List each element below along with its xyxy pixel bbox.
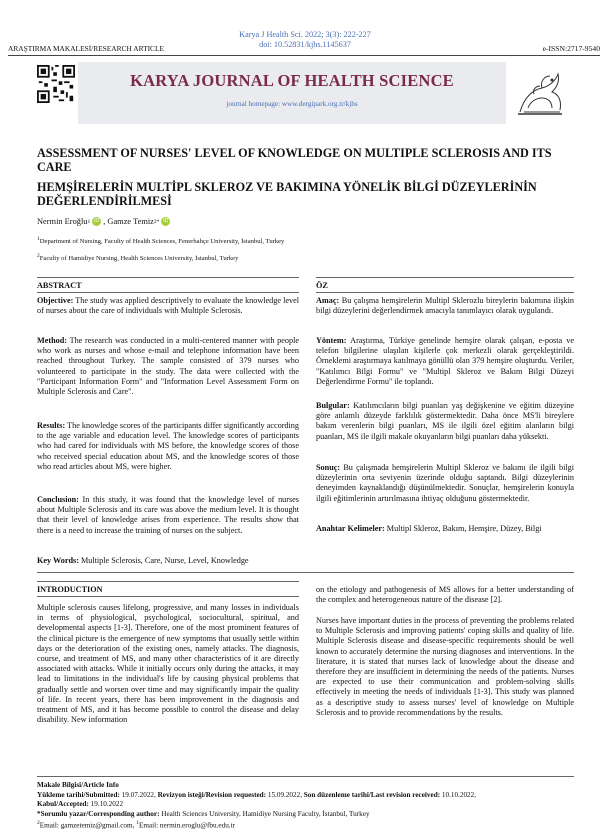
- method-label: Method:: [37, 336, 68, 345]
- anahtar-kelimeler-text: Multipl Skleroz, Bakım, Hemşire, Düzey, Bilgi: [384, 524, 542, 533]
- article-dates: [37, 791, 577, 809]
- affiliation-mark: 1: [37, 236, 40, 242]
- affiliation-text: Faculty of Hamidiye Nursing, Health Sciences University, İstanbul, Turkey: [39, 255, 239, 263]
- bulgular-label: Bulgular:: [316, 401, 350, 410]
- oz-amac: [316, 296, 574, 316]
- sonuc-label: Sonuç:: [316, 463, 341, 472]
- orcid-icon[interactable]: iD: [163, 218, 169, 224]
- objective-text: The study was applied descriptively to evaluate the knowledge level of nurses about the care of individuals with Multiple Sclerosis.: [37, 296, 299, 316]
- abstract-method: [37, 336, 299, 397]
- revision-date: 15.09.2022,: [266, 791, 304, 799]
- results-label: Results:: [37, 421, 66, 430]
- journal-title: KARYA JOURNAL OF HEALTH SCIENCE: [130, 71, 454, 90]
- objective-label: Objective:: [37, 296, 74, 305]
- article-title-turkish: HEMŞİRELERİN MULTİPL SKLEROZ VE BAKIMINA YÖNELİK BİLGİ DÜZEYLERİNİN DEĞERLENDİRİLMESİ: [37, 180, 537, 208]
- article-info-rule: [37, 776, 574, 777]
- affiliation-mark: 2: [37, 253, 40, 259]
- bulgular-text: Katılımcıların bilgi puanları yaş değişkenine ve eğitim düzeyine göre anlamlı düzeyde farklılık göstermektedir. Daha önce MS'li bireylere bakım verenlerin bilgi puanları, MS ile ilgili özel eğitim alanların bilgi puanları, MS ile ilgili makale okuyanların bilgi puanları daha yüksekti.: [316, 401, 574, 441]
- article-type: ARAŞTIRMA MAKALESİ/RESEARCH ARTICLE: [8, 44, 165, 53]
- doi-link[interactable]: doi: 10.52831/kjhs.1145637: [259, 40, 351, 49]
- submitted-label: Yükleme tarihi/Submitted:: [37, 791, 120, 799]
- abstract-conclusion: [37, 495, 299, 536]
- affiliation-text: Department of Nursing, Faculty of Health Sciences, Fenerbahçe University, İstanbul, Turkey: [39, 238, 285, 246]
- abstract-keywords: [37, 556, 299, 566]
- keywords-label: Key Words:: [37, 556, 79, 565]
- introduction-heading: INTRODUCTION: [37, 585, 103, 594]
- affiliation-2: [37, 253, 238, 262]
- abstract-heading-rule: [37, 292, 299, 293]
- conclusion-text: In this study, it was found that the knowledge level of nurses about Multiple Sclerosis and its care was above the medium level. It is thought that their level of knowledge arises from experience. The results show that there is a need to increase the training of nurses on the subject.: [37, 495, 299, 535]
- oz-keywords: [316, 524, 574, 534]
- author-list: [37, 217, 172, 226]
- abstract-results: [37, 421, 299, 472]
- yontem-label: Yöntem:: [316, 336, 347, 345]
- oz-heading-rule: [316, 292, 574, 293]
- introduction-right-paragraph-2: Nurses have important duties in the process of preventing the problems related to Multiple Sclerosis and improving patients' coping skills and quality of life. Multiple Sclerosis disease and disease-specific requirements should be well known to accurately determine the nursing diagnoses and interventions. In the literature, it is stated that nurses lack of knowledge about the disease and therefore they are insufficient in determining the needs of the patients. Nurses are expected to use their communication and problem-solving skills effectively in meeting the needs of individuals [1-3]. This study was planned as a descriptive study to assess nurses' level of knowledge on Multiple Sclerosis and to provide recommendations by the results.: [316, 616, 574, 717]
- oz-bulgular: [316, 401, 574, 442]
- journal-citation: Karya J Health Sci. 2022; 3(3): 222-227: [239, 30, 371, 39]
- article-title-english: ASSESSMENT OF NURSES' LEVEL OF KNOWLEDGE ON MULTIPLE SCLEROSIS AND ITS CARE: [37, 146, 552, 174]
- intro-heading-rule: [37, 596, 299, 597]
- author-name: , Gamze Temiz: [103, 217, 154, 226]
- oz-top-rule: [316, 277, 574, 278]
- oz-sonuc: [316, 463, 574, 504]
- corresponding-label: *Sorumlu yazar/Corresponding author:: [37, 810, 160, 818]
- abstract-objective: [37, 296, 299, 316]
- affiliation-1: [37, 236, 284, 245]
- email-mark: 1: [136, 820, 139, 826]
- results-text: The knowledge scores of the participants differ significantly according to the age variable and education level. The knowledge scores of participants who had cared for individuals with MS before, the knowledge scores of those who received special education about MS, and the knowledge scores of those who read articles about MS, were higher.: [37, 421, 299, 471]
- oz-heading: ÖZ: [316, 281, 328, 290]
- last-revision-date: 10.10.2022,: [440, 791, 477, 799]
- method-text: The research was conducted in a multi-centered manner with people who work as nurses and whose e-mail and telephone information have been reached throughout Turkey. The sample consisted of 379 nurses who volunteered to participate in the study. The data were collected with the "Participant Information Form" and "Information Level Assessment Form on Multiple Sclerosis and Care".: [37, 336, 299, 397]
- amac-label: Amaç:: [316, 296, 340, 305]
- email-mark: 2: [37, 820, 40, 826]
- amac-text: Bu çalışma hemşirelerin Multipl Sklerozlu bireylerin bakımına ilişkin bilgi düzeylerini değerlendirmek amacıyla tanımlayıcı olarak uygulandı.: [316, 296, 574, 316]
- accepted-date: 19.10.2022: [88, 800, 124, 808]
- last-revision-label: Son düzenleme tarihi/Last revision received:: [303, 791, 441, 799]
- author-name: Nermin Eroğlu: [37, 217, 88, 226]
- corresponding-author: [37, 810, 577, 819]
- abstract-bottom-rule: [37, 572, 574, 573]
- corresponding-text: Health Sciences University, Hamidiye Nursing Faculty, İstanbul, Turkey: [159, 810, 370, 818]
- abstract-heading: ABSTRACT: [37, 281, 82, 290]
- orcid-icon[interactable]: iD: [94, 218, 100, 224]
- revision-label: Revizyon isteği/Revision requested:: [157, 791, 267, 799]
- accepted-label: Kabul/Accepted:: [37, 800, 89, 808]
- article-info-heading: Makale Bilgisi/Article Info: [37, 781, 119, 789]
- abstract-top-rule: [37, 277, 299, 278]
- author-affiliation-mark: 1: [87, 218, 91, 225]
- sonuc-text: Bu çalışmada hemşirelerin Multipl Skleroz ve bakımı ile ilgili bilgi düzeylerinin orta seviyenin üzerinde olduğu saptandı. Bilgi düzeylerinin deneyimden kaynaklandığı düşünülmektedir. Sonuçlar, hemşirelerin konuyla ilgili eğitimlerinin artırılmasına ihtiyaç olduğunu göstermektedir.: [316, 463, 574, 503]
- yontem-text: Araştırma, Türkiye genelinde hemşire olarak çalışan, e-posta ve telefon bilgilerine ulaşılan kişilerle çok merkezli olarak gerçekleştirildi. Örneklemi araştırmaya katılmaya gönüllü olan 379 hemşire oluşturdu. Veriler, "Katılımcı Bilgi Formu" ve "Multipl Skleroz ve Bakım Bilgi Düzeyi Değerlendirme Formu" ile toplandı.: [316, 336, 574, 386]
- introduction-left-paragraph: Multiple sclerosis causes lifelong, progressive, and many losses in individuals in terms of physiological, psychological, sociocultural, spiritual, and developmental aspects [1-3]. Therefore, one of the most prominent features of the clinical picture is the emergence of new symptoms that usually settle within days or the deterioration of the existing ones, namely attacks. The diagnosis, course, and treatment of MS, and many other characteristics of it are directly associated with attacks. While it initially occurs only during the attacks, it may lead to limitations in the individual's life by causing physical problems that gradually settle and worsen over time and may significantly impair the quality of life. In recent years, there has been improvement in the diagnosis and treatment of MS, and it has become possible to control the disease and delay disability. New information: [37, 603, 299, 725]
- intro-top-rule: [37, 581, 299, 582]
- journal-homepage-link[interactable]: journal homepage: www.dergipark.org.tr/kjhs: [226, 100, 358, 108]
- anahtar-kelimeler-label: Anahtar Kelimeler:: [316, 524, 385, 533]
- email-link[interactable]: Email: nermin.eroglu@fbu.edu.tr: [138, 821, 235, 830]
- email-link[interactable]: Email: gamzetemiz@gmail.com,: [39, 821, 137, 830]
- qr-code-icon: [37, 65, 75, 103]
- lion-logo-icon: [512, 68, 568, 120]
- keywords-text: Multiple Sclerosis, Care, Nurse, Level, Knowledge: [78, 556, 249, 565]
- introduction-right-paragraph-1: on the etiology and pathogenesis of MS allows for a better understanding of the complex and heterogeneous nature of the disease [2].: [316, 585, 574, 605]
- author-affiliation-mark: 2*: [153, 218, 160, 225]
- author-emails: [37, 819, 577, 830]
- oz-yontem: [316, 336, 574, 387]
- eissn: e-ISSN:2717-9540: [542, 44, 600, 53]
- header-divider: [8, 55, 600, 56]
- submitted-date: 19.07.2022,: [119, 791, 158, 799]
- conclusion-label: Conclusion:: [37, 495, 79, 504]
